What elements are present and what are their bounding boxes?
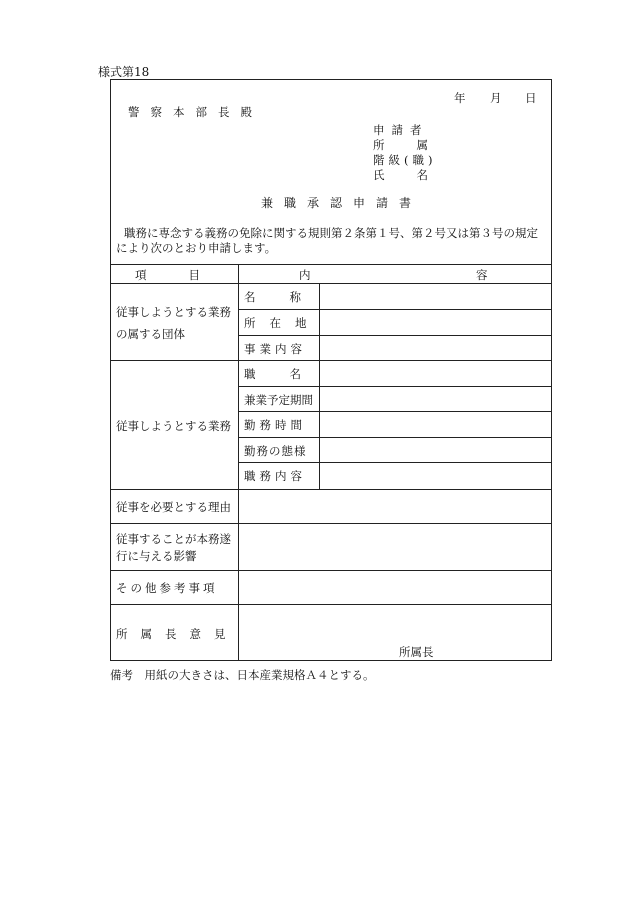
rank-label: 階級(職) xyxy=(373,153,437,167)
org-group-label-1: 従事しようとする業務 xyxy=(116,305,231,319)
header-content-2: 容 xyxy=(476,268,488,282)
field-job-duties: 職務内容 xyxy=(244,469,306,483)
header-item: 項目 xyxy=(135,268,242,282)
affiliation-label: 所属 xyxy=(373,138,460,152)
remarks-note: 備考 用紙の大きさは、日本産業規格Ａ４とする。 xyxy=(110,668,375,682)
org-group-label-2: の属する団体 xyxy=(116,327,185,341)
job-row-line-4 xyxy=(238,462,551,463)
addressee: 警察本部長殿 xyxy=(128,105,263,119)
document-title: 兼職承認申請書 xyxy=(261,196,423,210)
job-row-line-2 xyxy=(238,411,551,412)
field-job-hours: 勤務時間 xyxy=(244,418,306,432)
job-group-bottom-line xyxy=(111,489,551,490)
applicant-label: 申請者 xyxy=(373,123,429,137)
body-line-2: により次のとおり申請します。 xyxy=(116,241,277,255)
body-line-1: 職務に専念する義務の免除に関する規則第２条第１号、第２号又は第３号の規定 xyxy=(124,226,538,240)
other-label: その他参考事項 xyxy=(116,581,218,595)
table-top-line xyxy=(111,264,551,265)
form-number: 様式第18 xyxy=(98,65,150,79)
org-row-line-1 xyxy=(238,309,551,310)
field-org-business: 事業内容 xyxy=(244,342,306,356)
day-label: 日 xyxy=(525,91,537,105)
field-job-title: 職名 xyxy=(244,367,335,381)
header-content-1: 内 xyxy=(299,268,311,282)
impact-label-1: 従事することが本務遂 xyxy=(116,532,231,546)
field-job-period: 兼業予定期間 xyxy=(244,393,313,407)
name-label: 氏名 xyxy=(373,168,460,182)
item-column-divider xyxy=(238,264,239,660)
job-row-line-1 xyxy=(238,386,551,387)
impact-bottom-line xyxy=(111,570,551,571)
job-row-line-3 xyxy=(238,437,551,438)
field-job-mode: 勤務の態様 xyxy=(244,444,307,458)
field-org-name: 名称 xyxy=(244,290,335,304)
header-bottom-line xyxy=(111,283,551,284)
org-row-line-2 xyxy=(238,335,551,336)
field-org-address: 所在地 xyxy=(244,316,321,330)
chief-label: 所属長 xyxy=(399,645,434,659)
application-form xyxy=(110,79,552,661)
reason-label: 従事を必要とする理由 xyxy=(116,500,231,514)
opinion-label: 所属長意見 xyxy=(116,627,239,641)
other-bottom-line xyxy=(111,604,551,605)
reason-bottom-line xyxy=(111,523,551,524)
job-group-label: 従事しようとする業務 xyxy=(116,419,231,433)
month-label: 月 xyxy=(490,91,502,105)
org-group-bottom-line xyxy=(111,360,551,361)
year-label: 年 xyxy=(454,91,466,105)
impact-label-2: 行に与える影響 xyxy=(116,549,197,563)
